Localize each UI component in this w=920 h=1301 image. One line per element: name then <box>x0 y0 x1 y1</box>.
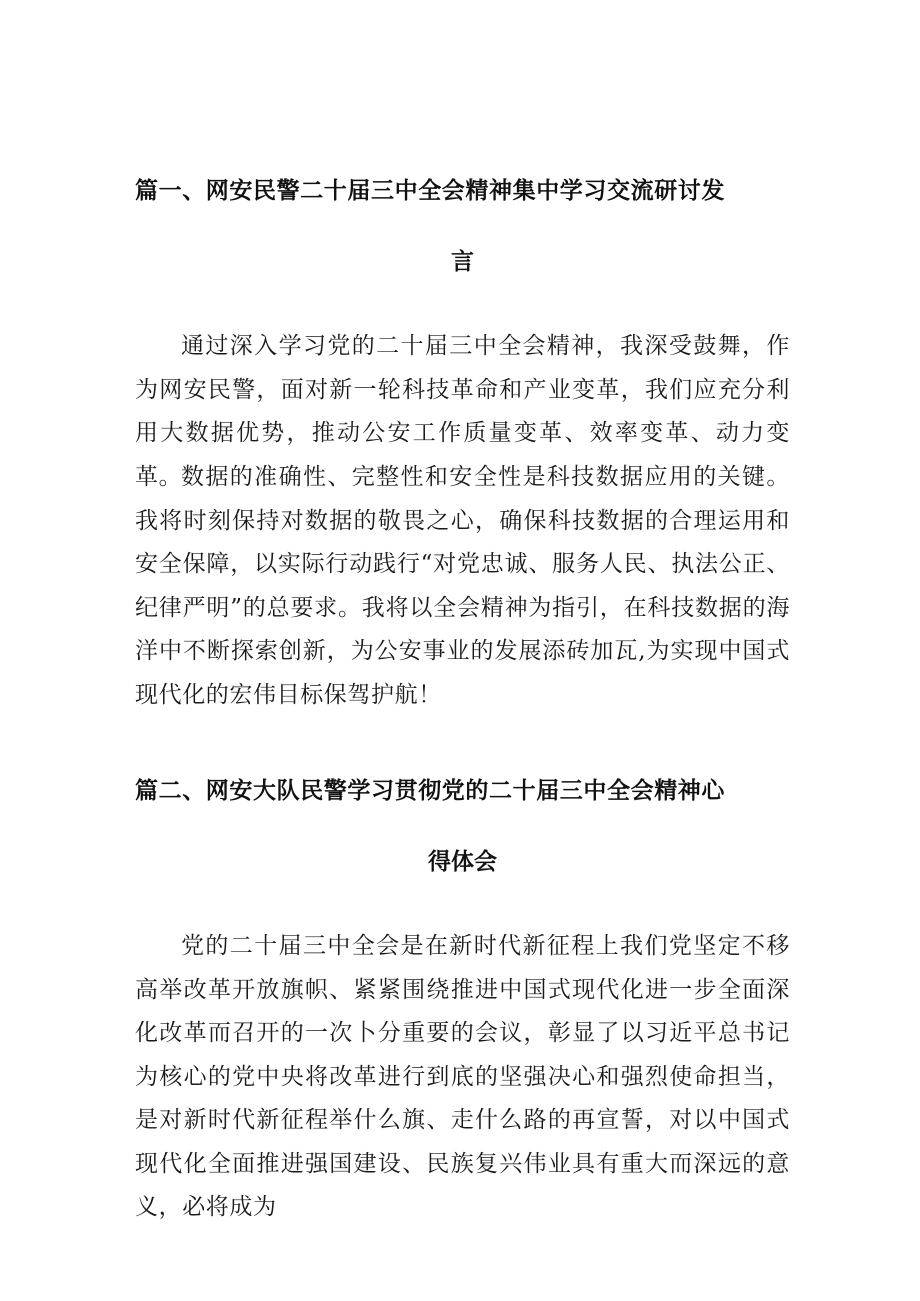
section1-title <box>135 172 790 276</box>
section1-paragraph-2: 数据的准确性、完整性和安全性是科技数据应用的关键。我将时刻保持对数据的敬畏之心，确保科技数据的合理运用和安全保障，以实际行动践行“对党忠诚、服务人民、执法公正、纪律严明”的总要求。我将以全会精神为指引，在科技数据的海洋中不断探索创新，为公安事业的发展添砖加瓦,为实现中国式现代化的宏伟目标保驾护航！ <box>135 464 790 708</box>
section1-title-line2: 言 <box>451 249 474 275</box>
section2-title <box>135 772 790 876</box>
section1-title-line1: 篇一、网安民警二十届三中全会精神集中学习交流研讨发 <box>135 178 725 204</box>
section2-title-line2: 得体会 <box>428 849 497 875</box>
section2-paragraph-1: 党的二十届三中全会是在新时代新征程上我们党坚定不移高举改革开放旗帜、紧紧围绕推进中国式现代化进一步全面深化改革而召开的一次卜分重要的会议，彰显了以习近平总书记为核心的党中央将改革进行到底的坚强决心和强烈使命担当，是对新时代新征程举什么旗、走什么路的再宣誓，对以中国式现代化全面推进强国建设、民族复兴伟业具有重大而深远的意义，必将成为 <box>135 933 790 1220</box>
section2-title-line1: 篇二、网安大队民警学习贯彻党的二十届三中全会精神心 <box>135 778 725 804</box>
section1-paragraph-1: 通过深入学习党的二十届三中全会精神，我深受鼓舞，作为网安民警，面对新一轮科技革命和产业变革，我们应充分利用大数据优势，推动公安工作质量变革、效率变革、动力变革。 <box>135 333 790 490</box>
